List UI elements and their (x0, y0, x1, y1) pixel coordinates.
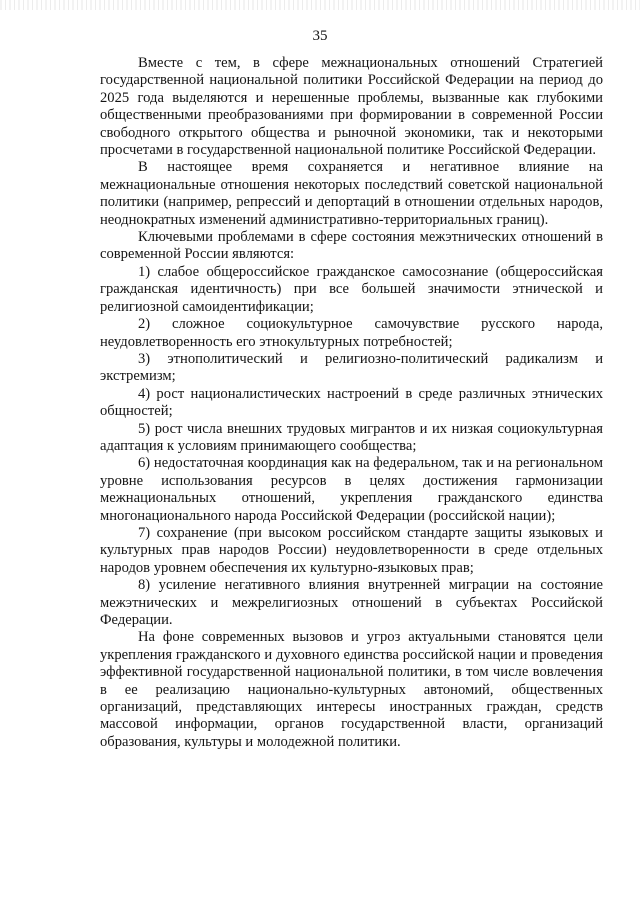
document-body (100, 55, 603, 751)
list-item-3: 3) этнополитический и религиозно-политический радикализм и экстремизм; (100, 350, 603, 385)
paragraph-soviet-policy: В настоящее время сохраняется и негативное влияние на межнациональные отношения некоторых последствий советской национальной политики (например, репрессий и депортаций в отношении отдельных народов, неоднократных изменений административно-территориальных границ). (100, 159, 603, 228)
list-item-5: 5) рост числа внешних трудовых мигрантов и их низкая социокультурная адаптация к условиям принимающего сообщества; (100, 420, 603, 454)
list-item-8: 8) усиление негативного влияния внутренней миграции на состояние межэтнических и межрелигиозных отношений в субъектах Российской Федерации. (100, 577, 603, 628)
page-number: 35 (312, 28, 328, 44)
paragraph-intro: Вместе с тем, в сфере межнациональных отношений Стратегией государственной национальной политики Российской Федерации на период до 2025 года выделяются и нерешенные проблемы, вызванные как глубокими общественными преобразованиями при формировании в современной России свободного открытого общества и рыночной экономики, так и некоторыми просчетами в государственной национальной политике Российской Федерации. (100, 55, 603, 159)
list-item-7: 7) сохранение (при высоком российском стандарте защиты языковых и культурных прав народов России) неудовлетворенности в среде отдельных народов уровнем обеспечения их культурно-языковых прав; (100, 524, 603, 576)
paragraph-conclusion: На фоне современных вызовов и угроз актуальными становятся цели укрепления гражданского и духовного единства российской нации и проведения эффективной государственной национальной политики, в том числе вовлечения в ее реализацию национально-культурных автономий, общественных организаций, представляющих интересы иностранных граждан, средств массовой информации, органов государственной власти, организаций образования, культуры и молодежной политики. (100, 629, 603, 750)
list-item-4: 4) рост националистических настроений в среде различных этнических общностей; (100, 385, 603, 420)
list-item-2: 2) сложное социокультурное самочувствие русского народа, неудовлетворенность его этнокультурных потребностей; (100, 316, 603, 350)
list-item-6: 6) недостаточная координация как на федеральном, так и на региональном уровне использования ресурсов в целях достижения гармонизации межнациональных отношений, укрепления гражданского единства многонационального народа Российской Федерации (российской нации); (100, 455, 603, 524)
list-item-1: 1) слабое общероссийское гражданское самосознание (общероссийская гражданская идентичность) при все большей значимости этнической и религиозной самоидентификации; (100, 263, 603, 315)
paragraph-key-problems-heading: Ключевыми проблемами в сфере состояния межэтнических отношений в современной России являются: (100, 229, 603, 263)
scan-noise-strip (0, 0, 640, 10)
